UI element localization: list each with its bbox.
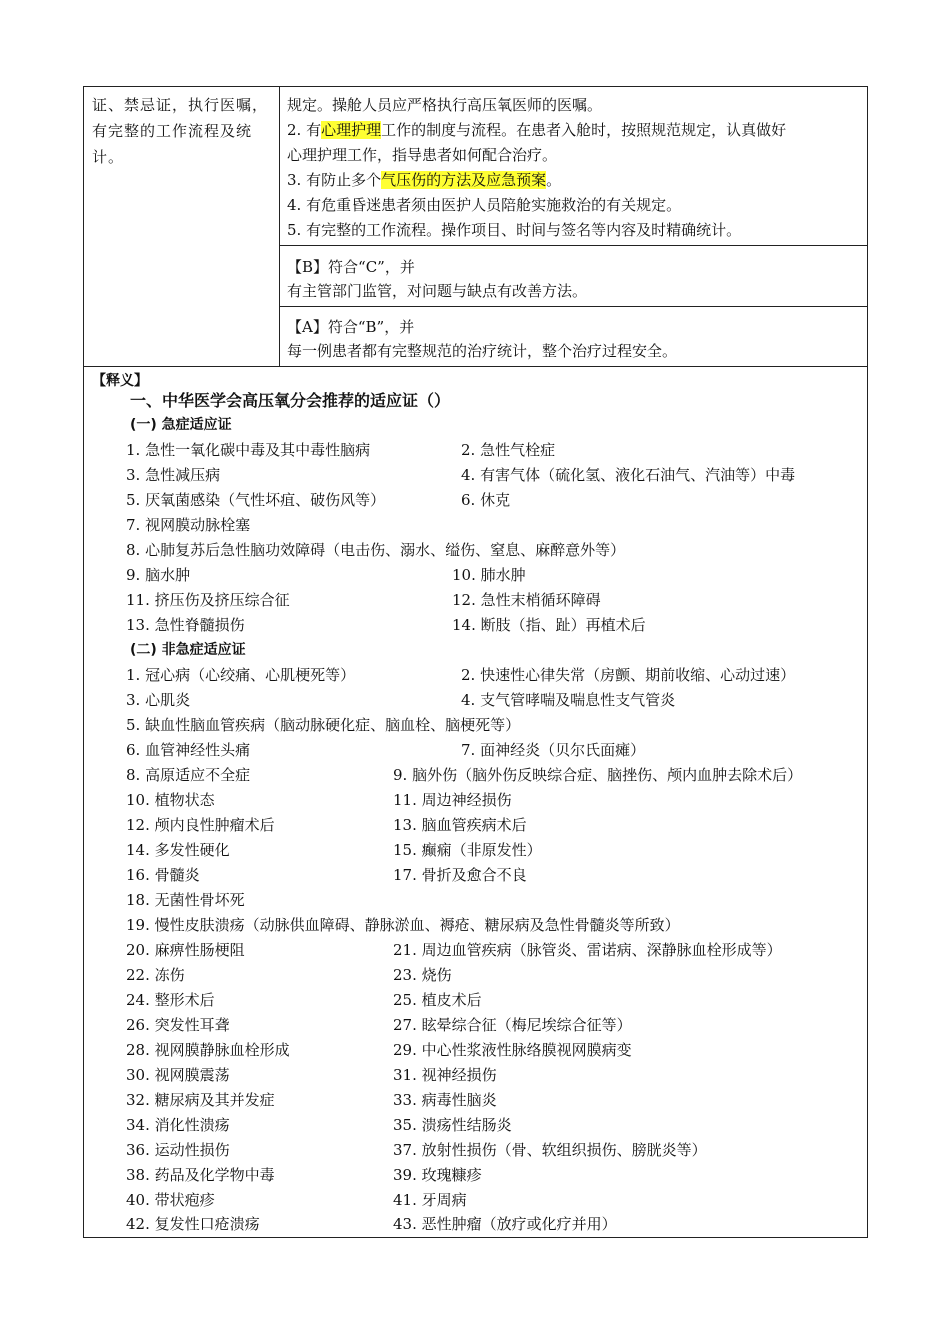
c-item-3 (287, 170, 561, 190)
non-emergency-item: 27. 眩晕综合征（梅尼埃综合征等） (393, 1016, 632, 1034)
non-emergency-item: 30. 视网膜震荡 (126, 1066, 230, 1084)
c-item-3-pre: 3. 有防止多个 (287, 171, 382, 189)
emergency-item: 4. 有害气体（硫化氢、液化石油气、汽油等）中毒 (461, 466, 796, 484)
non-emergency-item: 26. 突发性耳聋 (126, 1016, 230, 1034)
non-emergency-item: 31. 视神经损伤 (393, 1066, 497, 1084)
a-title: 【A】符合“B”，并 (287, 318, 415, 336)
explain-title: 一、中华医学会高压氧分会推荐的适应证（） (130, 391, 451, 410)
non-emergency-item: 23. 烧伤 (393, 966, 452, 984)
non-emergency-item: 11. 周边神经损伤 (393, 791, 512, 809)
emergency-item: 2. 急性气栓症 (461, 441, 556, 459)
c-item-2 (287, 120, 786, 140)
c-line-1: 规定。操舱人员应严格执行高压氧医师的医嘱。 (287, 96, 603, 114)
non-emergency-item: 41. 牙周病 (393, 1191, 467, 1209)
emergency-item: 10. 肺水肿 (452, 566, 526, 584)
non-emergency-item: 33. 病毒性脑炎 (393, 1091, 497, 1109)
non-emergency-item: 17. 骨折及愈合不良 (393, 866, 527, 884)
c-item-5: 5. 有完整的工作流程。操作项目、时间与签名等内容及时精确统计。 (287, 221, 742, 239)
emergency-heading: (一) 急症适应证 (130, 417, 232, 433)
non-emergency-item: 14. 多发性硬化 (126, 841, 230, 859)
non-emergency-item: 22. 冻伤 (126, 966, 185, 984)
non-emergency-item: 18. 无菌性骨坏死 (126, 891, 245, 909)
non-emergency-item: 37. 放射性损伤（骨、软组织损伤、膀胱炎等） (393, 1141, 707, 1159)
c-item-3-highlight: 气压伤的方法及应急预案 (381, 171, 547, 189)
non-emergency-item: 16. 骨髓炎 (126, 866, 200, 884)
non-emergency-item: 6. 血管神经性头痛 (126, 741, 251, 759)
non-emergency-item: 5. 缺血性脑血管疾病（脑动脉硬化症、脑血栓、脑梗死等） (126, 716, 521, 734)
c-item-2-cont: 心理护理工作，指导患者如何配合治疗。 (287, 146, 558, 164)
c-item-2-highlight: 心理护理 (321, 121, 382, 139)
non-emergency-item: 8. 高原适应不全症 (126, 766, 251, 784)
non-emergency-item: 25. 植皮术后 (393, 991, 482, 1009)
non-emergency-item: 40. 带状疱疹 (126, 1191, 215, 1209)
emergency-item: 8. 心肺复苏后急性脑功效障碍（电击伤、溺水、缢伤、窒息、麻醉意外等） (126, 541, 626, 559)
non-emergency-item: 34. 消化性溃疡 (126, 1116, 230, 1134)
non-emergency-item: 1. 冠心病（心绞痛、心肌梗死等） (126, 666, 356, 684)
non-emergency-item: 36. 运动性损伤 (126, 1141, 230, 1159)
a-text: 每一例患者都有完整规范的治疗统计，整个治疗过程安全。 (287, 342, 678, 360)
c-item-3-post: 。 (546, 171, 562, 189)
non-emergency-item: 43. 恶性肿瘤（放疗或化疗并用） (393, 1215, 617, 1233)
emergency-item: 11. 挤压伤及挤压综合征 (126, 591, 290, 609)
non-emergency-item: 2. 快速性心律失常（房颤、期前收缩、心动过速） (461, 666, 796, 684)
emergency-item: 14. 断肢（指、趾）再植术后 (452, 616, 646, 634)
non-emergency-item: 12. 颅内良性肿瘤术后 (126, 816, 275, 834)
emergency-item: 5. 厌氧菌感染（气性坏疽、破伤风等） (126, 491, 386, 509)
non-emergency-item: 28. 视网膜静脉血栓形成 (126, 1041, 290, 1059)
row-divider-b-a (279, 306, 868, 307)
b-text: 有主管部门监管，对问题与缺点有改善方法。 (287, 282, 588, 300)
emergency-item: 1. 急性一氧化碳中毒及其中毒性脑病 (126, 441, 371, 459)
c-item-2-pre: 2. 有 (287, 121, 322, 139)
non-emergency-item: 21. 周边血管疾病（脉管炎、雷诺病、深静脉血栓形成等） (393, 941, 782, 959)
row-divider-c-b (279, 245, 868, 246)
c-item-2-post: 工作的制度与流程。在患者入舱时，按照规范规定，认真做好 (381, 121, 787, 139)
non-emergency-item: 19. 慢性皮肤溃疡（动脉供血障碍、静脉淤血、褥疮、糖尿病及急性骨髓炎等所致） (126, 916, 680, 934)
non-emergency-item: 4. 支气管哮喘及喘息性支气管炎 (461, 691, 676, 709)
column-divider (279, 86, 280, 366)
non-emergency-item: 29. 中心性浆液性脉络膜视网膜病变 (393, 1041, 632, 1059)
non-emergency-item: 38. 药品及化学物中毒 (126, 1166, 275, 1184)
emergency-item: 7. 视网膜动脉栓塞 (126, 516, 251, 534)
non-emergency-heading: (二) 非急症适应证 (130, 642, 246, 658)
criteria-left-cell: 证、禁忌证，执行医嘱，有完整的工作流程及统计。 (92, 96, 269, 166)
b-title: 【B】符合“C”，并 (287, 258, 415, 276)
non-emergency-item: 15. 癫痫（非原发性） (393, 841, 542, 859)
non-emergency-item: 3. 心肌炎 (126, 691, 191, 709)
non-emergency-item: 20. 麻痹性肠梗阻 (126, 941, 245, 959)
emergency-item: 6. 休克 (461, 491, 511, 509)
non-emergency-item: 42. 复发性口疮溃疡 (126, 1215, 260, 1233)
explain-label: 【释义】 (92, 373, 148, 389)
emergency-item: 3. 急性减压病 (126, 466, 221, 484)
non-emergency-item: 32. 糖尿病及其并发症 (126, 1091, 275, 1109)
non-emergency-item: 35. 溃疡性结肠炎 (393, 1116, 512, 1134)
non-emergency-item: 24. 整形术后 (126, 991, 215, 1009)
c-item-4: 4. 有危重昏迷患者须由医护人员陪舱实施救治的有关规定。 (287, 196, 682, 214)
non-emergency-item: 39. 玫瑰糠疹 (393, 1166, 482, 1184)
emergency-item: 9. 脑水肿 (126, 566, 191, 584)
non-emergency-item: 10. 植物状态 (126, 791, 215, 809)
emergency-item: 13. 急性脊髓损伤 (126, 616, 245, 634)
non-emergency-item: 13. 脑血管疾病术后 (393, 816, 527, 834)
non-emergency-item: 7. 面神经炎（贝尔氏面瘫） (461, 741, 646, 759)
emergency-item: 12. 急性末梢循环障碍 (452, 591, 601, 609)
non-emergency-item: 9. 脑外伤（脑外伤反映综合症、脑挫伤、颅内血肿去除术后） (393, 766, 803, 784)
row-divider-explain (83, 366, 868, 367)
